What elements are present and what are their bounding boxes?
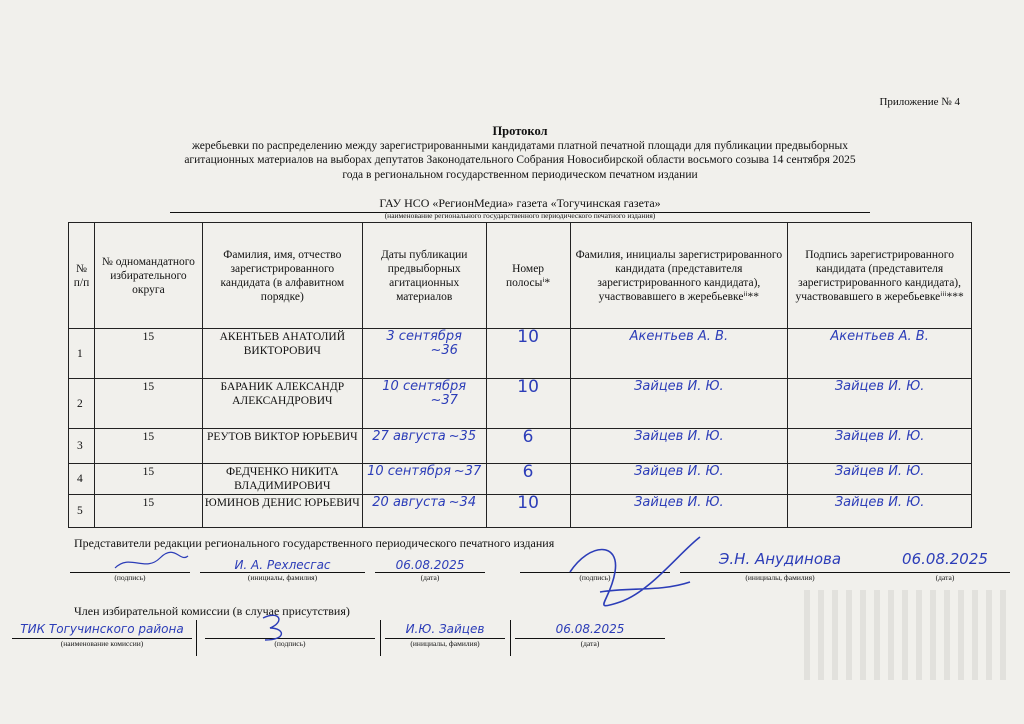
participant-handwriting: Зайцев И. Ю. — [634, 495, 724, 510]
page-handwriting: 10 — [517, 493, 539, 513]
page-number — [486, 329, 570, 379]
name-line — [680, 550, 880, 573]
page-handwriting: 10 — [517, 377, 539, 397]
participant-name — [570, 379, 788, 429]
document-header — [60, 124, 980, 182]
date-extra: ~34 — [448, 495, 477, 510]
appendix-label: Приложение № 4 — [879, 96, 960, 108]
rep1-signature-scribble — [110, 548, 190, 578]
member-name-field — [385, 620, 505, 648]
participant-signature — [788, 379, 972, 429]
candidate-name: РЕУТОВ ВИКТОР ЮРЬЕВИЧ — [202, 429, 362, 464]
participant-name — [570, 329, 788, 379]
member-date: 06.08.2025 — [555, 622, 625, 636]
participant-signature — [788, 464, 972, 495]
date-extra: ~35 — [448, 429, 477, 444]
participant-handwriting: Акентьев А. В. — [629, 329, 729, 344]
member-date-field — [515, 620, 665, 648]
okrug-number: 15 — [94, 429, 202, 464]
participant-name — [570, 429, 788, 464]
subtitle-line: агитационных материалов на выборах депутатов Законодательного Собрания Новосибирской области восьмого созыва 14 сентября 2025 — [184, 154, 856, 166]
row-number: 1 — [69, 329, 95, 379]
candidate-name: АКЕНТЬЕВ АНАТОЛИЙ ВИКТОРОВИЧ — [202, 329, 362, 379]
okrug-number: 15 — [94, 464, 202, 495]
date-handwriting: 10 сентября — [367, 464, 451, 479]
rep1-date: 06.08.2025 — [395, 558, 465, 572]
signature-handwriting: Акентьев А. В. — [830, 329, 929, 344]
date-line — [375, 556, 485, 573]
rep1-date-field — [375, 556, 485, 582]
row-number: 2 — [69, 379, 95, 429]
rep1-name-field — [200, 556, 365, 582]
page-number — [486, 429, 570, 464]
subtitle-line: жеребьевки по распределению между зарегистрированными кандидатами платной печатной площади для публикации предвыборных — [192, 139, 848, 152]
name-caption: (инициалы, фамилия) — [745, 573, 815, 582]
publication-caption: (наименование регионального государственного периодического печатного издания) — [384, 211, 656, 220]
signature-caption: (подпись) — [579, 573, 611, 582]
row-number: 4 — [69, 464, 95, 495]
publication-date — [362, 495, 486, 528]
rep2-name-field — [680, 550, 880, 582]
name-caption: (инициалы, фамилия) — [247, 573, 318, 582]
table-row — [69, 379, 972, 429]
rep2-date-field — [880, 550, 1010, 582]
candidate-name: БАРАНИК АЛЕКСАНДР АЛЕКСАНДРОВИЧ — [202, 379, 362, 429]
date-caption: (дата) — [580, 639, 600, 648]
rep2-signature-scribble — [560, 532, 710, 622]
member-title: Член избирательной комиссии (в случае присутствия) — [74, 604, 350, 618]
commission-name: ТИК Тогучинского района — [20, 622, 184, 636]
table-row — [69, 464, 972, 495]
page-handwriting: 10 — [517, 327, 539, 347]
document-title: Протокол — [492, 124, 548, 138]
participant-signature — [788, 329, 972, 379]
date-line — [515, 620, 665, 639]
field-divider — [510, 620, 511, 656]
field-divider — [196, 620, 197, 656]
header-cell: Номер полосыⁱ* — [486, 223, 570, 329]
reps-title: Представители редакции регионального государственного периодического печатного издания — [74, 536, 555, 550]
participant-handwriting: Зайцев И. Ю. — [634, 429, 724, 444]
commission-line — [12, 620, 192, 639]
row-number: 3 — [69, 429, 95, 464]
lottery-table — [68, 222, 972, 528]
date-handwriting: 27 августа — [372, 429, 446, 444]
page-number — [486, 379, 570, 429]
page-handwriting: 6 — [522, 462, 534, 482]
participant-signature — [788, 429, 972, 464]
participant-handwriting: Зайцев И. Ю. — [634, 379, 724, 394]
date-handwriting: 3 сентября — [386, 329, 462, 344]
signature-caption: (подпись) — [274, 639, 306, 648]
table-row — [69, 429, 972, 464]
table-header-row — [69, 223, 972, 329]
date-extra: ~37 — [430, 393, 458, 408]
header-cell: Фамилия, инициалы зарегистрированного кандидата (представителя зарегистрированного кандидата), участвовавшего в жеребьевкеⁱⁱ** — [570, 223, 788, 329]
page-number — [486, 464, 570, 495]
date-extra: ~36 — [430, 343, 458, 358]
table-row — [69, 495, 972, 528]
signature-handwriting: Зайцев И. Ю. — [834, 379, 925, 394]
header-cell: Фамилия, имя, отчество зарегистрированного кандидата (в алфавитном порядке) — [202, 223, 362, 329]
page-handwriting: 6 — [522, 427, 534, 447]
header-cell: № п/п — [69, 223, 95, 329]
okrug-number: 15 — [94, 495, 202, 528]
publication-date — [362, 464, 486, 495]
publication-date — [362, 329, 486, 379]
header-cell: № одномандатного избирательного округа — [94, 223, 202, 329]
okrug-number: 15 — [94, 329, 202, 379]
publication-date — [362, 379, 486, 429]
date-caption: (дата) — [420, 573, 440, 582]
participant-name — [570, 464, 788, 495]
member-name: И.Ю. Зайцев — [405, 622, 485, 636]
subtitle-line: года в региональном государственном периодическом печатном издании — [342, 168, 698, 181]
name-caption: (инициалы, фамилия) — [410, 639, 480, 648]
candidate-name: ФЕДЧЕНКО НИКИТА ВЛАДИМИРОВИЧ — [202, 464, 362, 495]
field-divider — [380, 620, 381, 656]
table-row — [69, 329, 972, 379]
date-extra: ~37 — [453, 464, 482, 479]
commission-caption: (наименование комиссии) — [60, 639, 144, 648]
commission-field — [12, 620, 192, 648]
header-cell: Подпись зарегистрированного кандидата (представителя зарегистрированного кандидата), участвовавшего в жеребьевкеⁱⁱⁱ*** — [788, 223, 972, 329]
date-handwriting: 10 сентября — [382, 379, 467, 394]
signature-handwriting: Зайцев И. Ю. — [834, 495, 925, 510]
header-cell: Даты публикации предвыборных агитационных материалов — [362, 223, 486, 329]
signature-handwriting: Зайцев И. Ю. — [834, 464, 925, 479]
name-line — [385, 620, 505, 639]
date-caption: (дата) — [935, 573, 955, 582]
member-signature-scribble — [255, 610, 295, 644]
participant-signature — [788, 495, 972, 528]
date-line — [880, 550, 1010, 573]
page-number — [486, 495, 570, 528]
okrug-number: 15 — [94, 379, 202, 429]
date-handwriting: 20 августа — [372, 495, 446, 510]
candidate-name: ЮМИНОВ ДЕНИС ЮРЬЕВИЧ — [202, 495, 362, 528]
signature-handwriting: Зайцев И. Ю. — [834, 429, 925, 444]
faded-stamp — [804, 590, 1014, 680]
participant-handwriting: Зайцев И. Ю. — [634, 464, 724, 479]
publication-name: ГАУ НСО «РегионМедиа» газета «Тогучинская газета» — [170, 196, 870, 213]
rep2-date: 06.08.2025 — [902, 550, 988, 568]
participant-name — [570, 495, 788, 528]
row-number: 5 — [69, 495, 95, 528]
publication-date — [362, 429, 486, 464]
rep2-name: Э.Н. Анудинова — [718, 550, 842, 568]
rep1-name: И. А. Рехлесгас — [234, 558, 331, 572]
signature-caption: (подпись) — [114, 573, 146, 582]
name-line — [200, 556, 365, 573]
